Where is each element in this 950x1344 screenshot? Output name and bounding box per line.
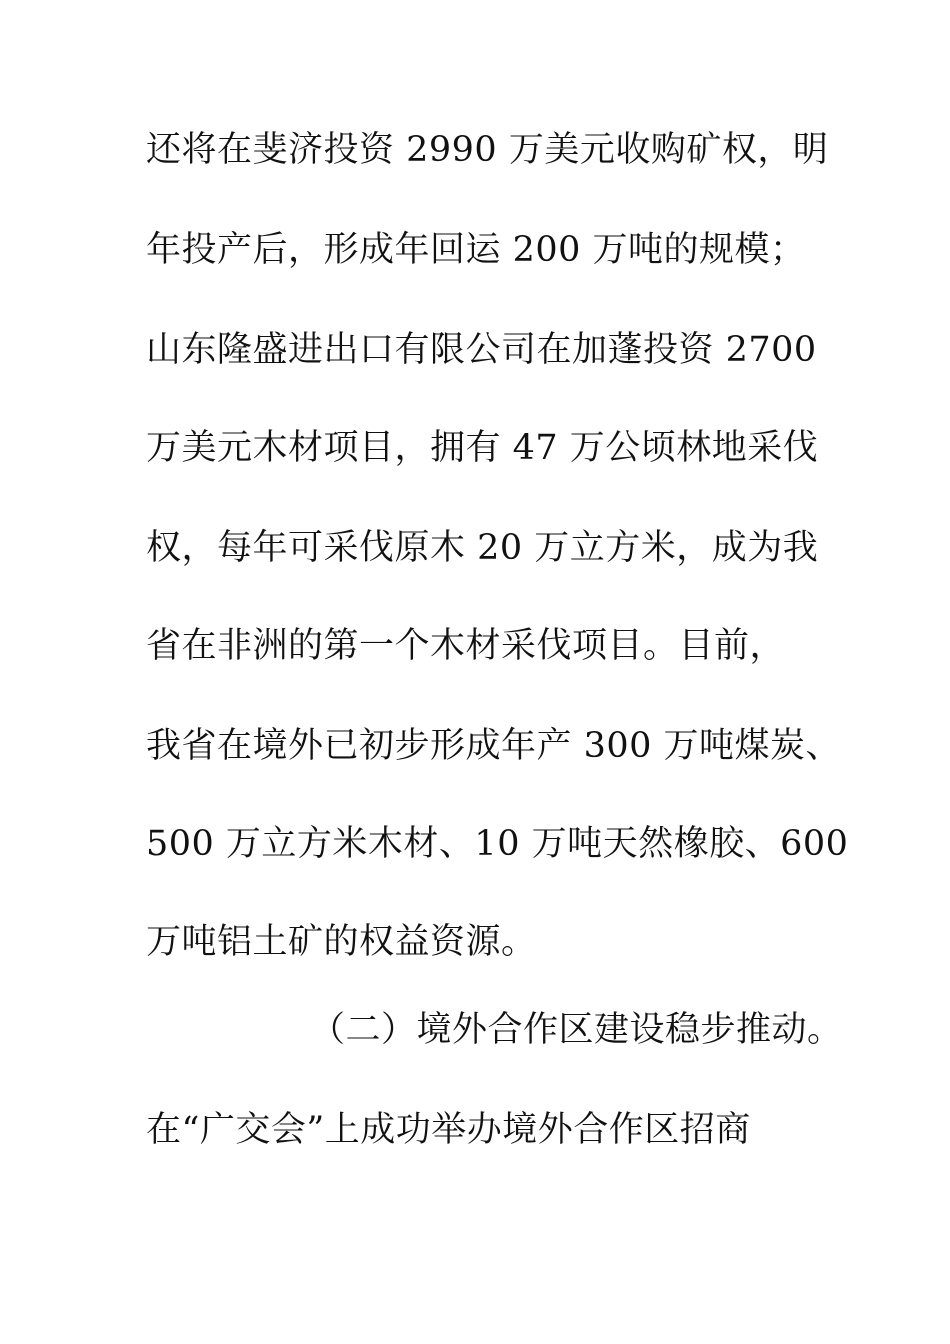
text-line-8: 500 万立方米木材、10 万吨天然橡胶、600 [146, 824, 849, 864]
text-line-4: 万美元木材项目，拥有 47 万公顷林地采伐 [146, 428, 819, 468]
text-line-7: 我省在境外已初步形成年产 300 万吨煤炭、 [146, 726, 842, 766]
text-line-9: 万吨铝土矿的权益资源。 [146, 922, 537, 962]
text-line-11: 在“广交会”上成功举办境外合作区招商 [146, 1110, 751, 1150]
text-line-3: 山东隆盛进出口有限公司在加蓬投资 2700 [146, 330, 817, 370]
section-heading: （二）境外合作区建设稳步推动。 [310, 1010, 843, 1050]
text-line-5: 权，每年可采伐原木 20 万立方米，成为我 [146, 528, 819, 568]
text-line-2: 年投产后，形成年回运 200 万吨的规模； [146, 230, 806, 270]
text-line-6: 省在非洲的第一个木材采伐项目。目前， [146, 626, 786, 666]
text-line-1: 还将在斐济投资 2990 万美元收购矿权，明 [146, 130, 829, 170]
